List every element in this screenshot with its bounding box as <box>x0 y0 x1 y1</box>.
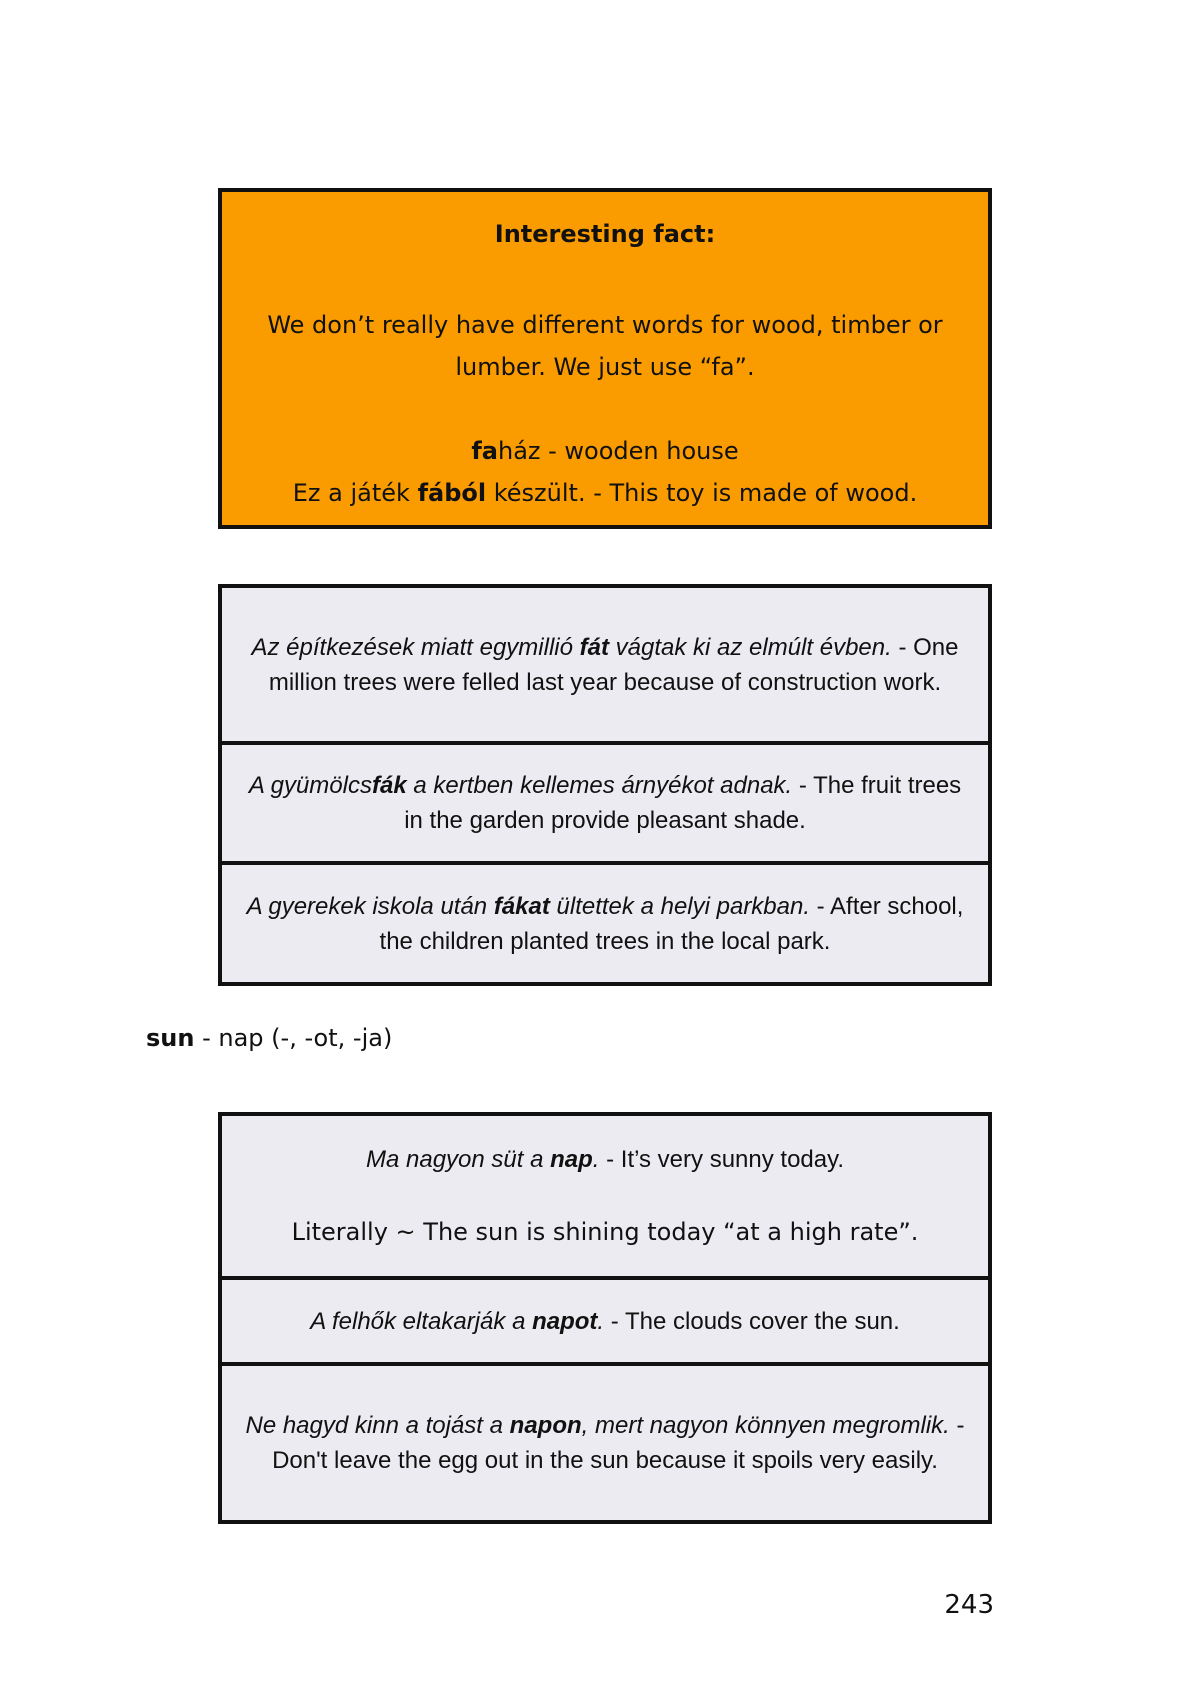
example-row: A felhők eltakarják a napot. - The clouds cover the sun. <box>222 1276 988 1362</box>
fact-example-2: Ez a játék fából készült. - This toy is made of wood. <box>292 479 918 507</box>
sun-heading: sun - nap (-, -ot, -ja) <box>146 1024 393 1052</box>
sun-examples-table <box>218 1112 992 1524</box>
fact-title: Interesting fact: <box>494 220 716 248</box>
example-row: Ne hagyd kinn a tojást a napon, mert nagyon könnyen megromlik. - Don't leave the egg out in the sun because it spoils very easily. <box>222 1362 988 1520</box>
example-row: A gyerekek iskola után fákat ültettek a helyi parkban. - After school, the children planted trees in the local park. <box>222 861 988 982</box>
page-number: 243 <box>944 1590 994 1620</box>
example-row: Ma nagyon süt a nap. - It’s very sunny today. Literally ~ The sun is shining today “at a high rate”. <box>222 1112 988 1276</box>
literal-note: Literally ~ The sun is shining today “at a high rate”. <box>291 1218 919 1246</box>
interesting-fact-box <box>218 188 992 529</box>
example-row: A gyümölcsfák a kertben kellemes árnyékot adnak. - The fruit trees in the garden provide pleasant shade. <box>222 741 988 861</box>
fact-body: We don’t really have different words for wood, timber or lumber. We just use “fa”. <box>267 311 943 381</box>
fact-examples <box>222 430 988 514</box>
tree-examples-table <box>218 584 992 986</box>
example-row: Az építkezések miatt egymillió fát vágtak ki az elmúlt évben. - One million trees were felled last year because of construction work. <box>222 584 988 741</box>
fact-example-1: faház - wooden house <box>471 437 739 465</box>
